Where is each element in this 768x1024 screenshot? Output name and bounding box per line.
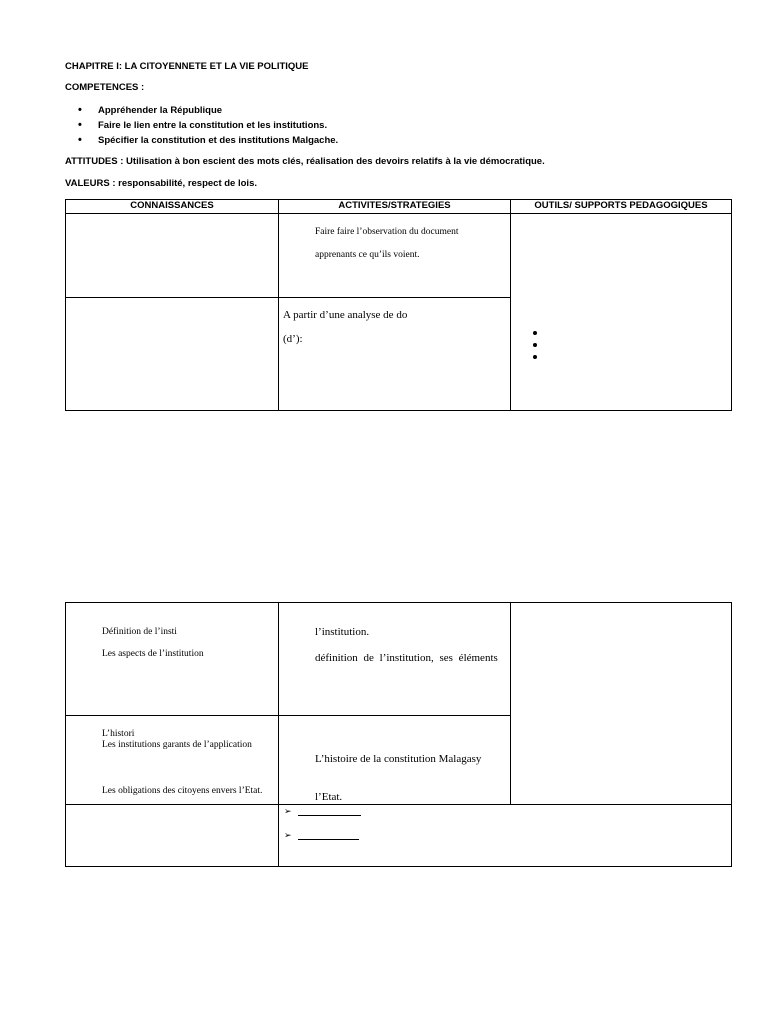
table-border xyxy=(510,602,511,805)
valeurs-text: VALEURS : responsabilité, respect de lois. xyxy=(65,178,257,189)
table-border xyxy=(510,199,511,411)
arrow-bullet-icon: ➢ xyxy=(284,806,292,816)
activity-text: l’institution. xyxy=(315,626,370,638)
activity-text: Faire faire l’observation du document xyxy=(315,227,459,237)
table-border xyxy=(278,602,279,867)
activity-text: l’Etat. xyxy=(315,791,343,803)
activity-text: définition de l’institution, ses éléments xyxy=(315,652,498,664)
knowledge-text: Les institutions garants de l’application xyxy=(102,740,252,750)
table-border xyxy=(65,410,732,411)
table-border xyxy=(278,199,279,411)
chapter-title: CHAPITRE I: LA CITOYENNETE ET LA VIE POLITIQUE xyxy=(65,61,309,72)
arrow-bullet-icon: ➢ xyxy=(284,830,292,840)
table-border xyxy=(65,297,511,298)
attitudes-text: ATTITUDES : Utilisation à bon escient des mots clés, réalisation des devoirs relatifs à la vie démocratique. xyxy=(65,156,545,167)
table-border xyxy=(731,199,732,411)
competence-item: • Appréhender la République xyxy=(78,103,338,118)
competences-list xyxy=(78,103,338,148)
knowledge-text: Définition de l’insti xyxy=(102,627,177,637)
bullet-icon xyxy=(533,355,537,359)
column-header-connaissances: CONNAISSANCES xyxy=(130,200,214,211)
activity-text: L’histoire de la constitution Malagasy xyxy=(315,753,482,765)
competence-item: • Faire le lien entre la constitution et les institutions. xyxy=(78,118,338,133)
activity-text: A partir d’une analyse de do xyxy=(283,309,408,321)
column-header-activites: ACTIVITES/STRATEGIES xyxy=(338,200,451,211)
bullet-icon xyxy=(533,331,537,335)
blank-line xyxy=(298,839,359,840)
column-header-outils: OUTILS/ SUPPORTS PEDAGOGIQUES xyxy=(534,200,708,211)
bullet-icon xyxy=(533,343,537,347)
table-border xyxy=(65,602,732,603)
table-border xyxy=(65,213,732,214)
table-border xyxy=(65,602,66,867)
table-border xyxy=(65,199,66,411)
activity-text: apprenants ce qu’ils voient. xyxy=(315,250,420,260)
activity-text: (d’): xyxy=(283,333,303,345)
competence-item: • Spécifier la constitution et des institutions Malgache. xyxy=(78,133,338,148)
knowledge-text: Les obligations des citoyens envers l’Etat. xyxy=(102,786,263,796)
table-border xyxy=(65,715,511,716)
knowledge-text: Les aspects de l’institution xyxy=(102,649,204,659)
table-border xyxy=(65,866,732,867)
blank-line xyxy=(298,815,361,816)
knowledge-text: L’histori xyxy=(102,729,135,739)
table-border xyxy=(65,804,732,805)
table-border xyxy=(731,602,732,867)
competences-label: COMPETENCES : xyxy=(65,82,145,93)
